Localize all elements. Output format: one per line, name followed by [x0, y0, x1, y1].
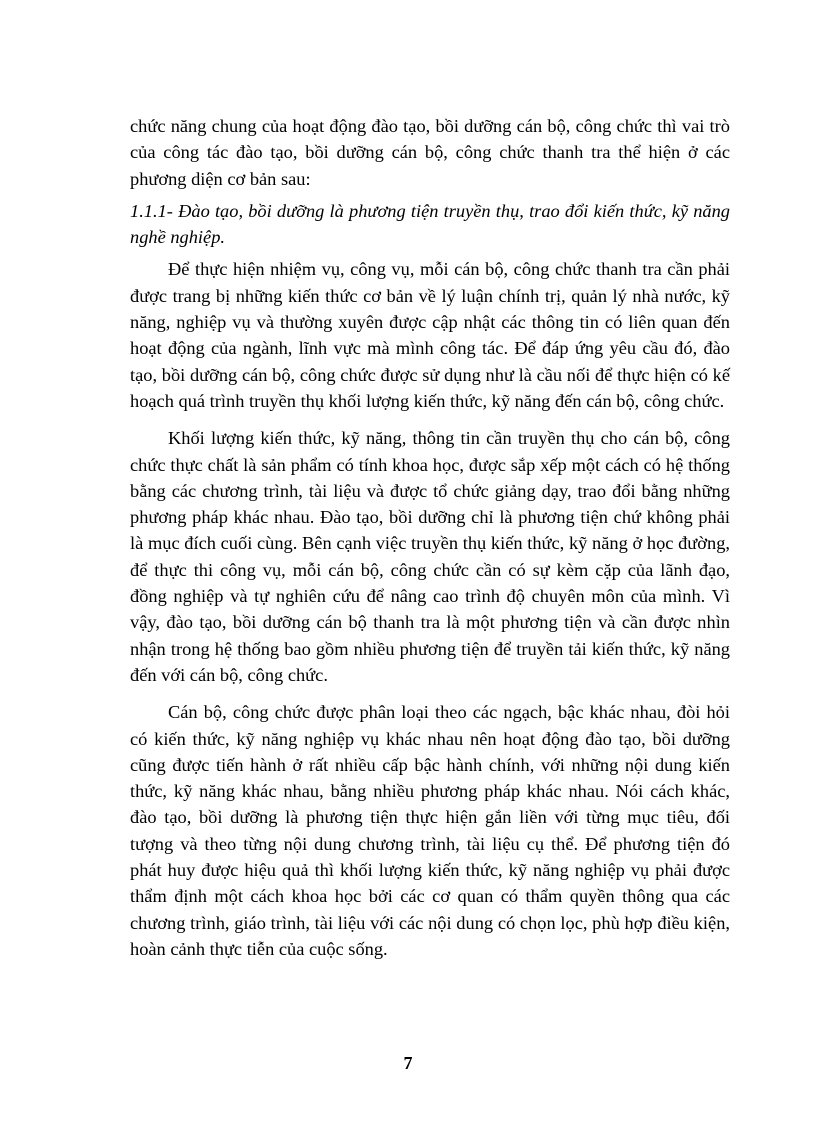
page-number: 7 [403, 1053, 413, 1073]
body-paragraph-2: Khối lượng kiến thức, kỹ năng, thông tin cần truyền thụ cho cán bộ, công chức thực chất là sản phẩm có tính khoa học, được sắp xếp một cách có hệ thống bằng các chương trình, tài liệu và được tổ chức giảng dạy, trao đổi bằng những phương pháp khác nhau. Đào tạo, bồi dưỡng chỉ là phương tiện chứ không phải là mục đích cuối cùng. Bên cạnh việc truyền thụ kiến thức, kỹ năng ở học đường, để thực thi công vụ, mỗi cán bộ, công chức cần có sự kèm cặp của lãnh đạo, đồng nghiệp và tự nghiên cứu để nâng cao trình độ chuyên môn của mình. Vì vậy, đào tạo, bồi dưỡng cán bộ thanh tra là một phương tiện và cần được nhìn nhận trong hệ thống bao gồm nhiều phương tiện để truyền tải kiến thức, kỹ năng đến với cán bộ, công chức. [130, 428, 730, 685]
body-paragraph-1: Để thực hiện nhiệm vụ, công vụ, mỗi cán bộ, công chức thanh tra cần phải được trang bị những kiến thức cơ bản về lý luận chính trị, quản lý nhà nước, kỹ năng, nghiệp vụ và thường xuyên được cập nhật các thông tin có liên quan đến hoạt động của ngành, lĩnh vực mà mình công tác. Để đáp ứng yêu cầu đó, đào tạo, bồi dưỡng cán bộ, công chức được sử dụng như là cầu nối để thực hiện có kế hoạch quá trình truyền thụ khối lượng kiến thức, kỹ năng đến cán bộ, công chức. [130, 259, 730, 411]
body-paragraph-3: Cán bộ, công chức được phân loại theo các ngạch, bậc khác nhau, đòi hỏi có kiến thức, kỹ năng nghiệp vụ khác nhau nên hoạt động đào tạo, bồi dưỡng cũng được tiến hành ở rất nhiều cấp bậc hành chính, với những nội dung kiến thức, kỹ năng khác nhau, bằng nhiều phương pháp khác nhau. Nói cách khác, đào tạo, bồi dưỡng là phương tiện thực hiện gắn liền với từng mục tiêu, đối tượng và theo từng nội dung chương trình, tài liệu cụ thể. Để phương tiện đó phát huy được hiệu quả thì khối lượng kiến thức, kỹ năng nghiệp vụ phải được thẩm định một cách khoa học bởi các cơ quan có thẩm quyền thông qua các chương trình, giáo trình, tài liệu với các nội dung có chọn lọc, phù hợp điều kiện, hoàn cảnh thực tiễn của cuộc sống. [130, 702, 730, 959]
document-page [130, 113, 730, 962]
intro-paragraph: chức năng chung của hoạt động đào tạo, bồi dưỡng cán bộ, công chức thì vai trò của công tác đào tạo, bồi dưỡng cán bộ, công chức thanh tra thể hiện ở các phương diện cơ bản sau: [130, 116, 730, 189]
section-heading-1-1-1: 1.1.1- Đào tạo, bồi dưỡng là phương tiện truyền thụ, trao đổi kiến thức, kỹ năng nghề nghiệp. [130, 200, 730, 248]
